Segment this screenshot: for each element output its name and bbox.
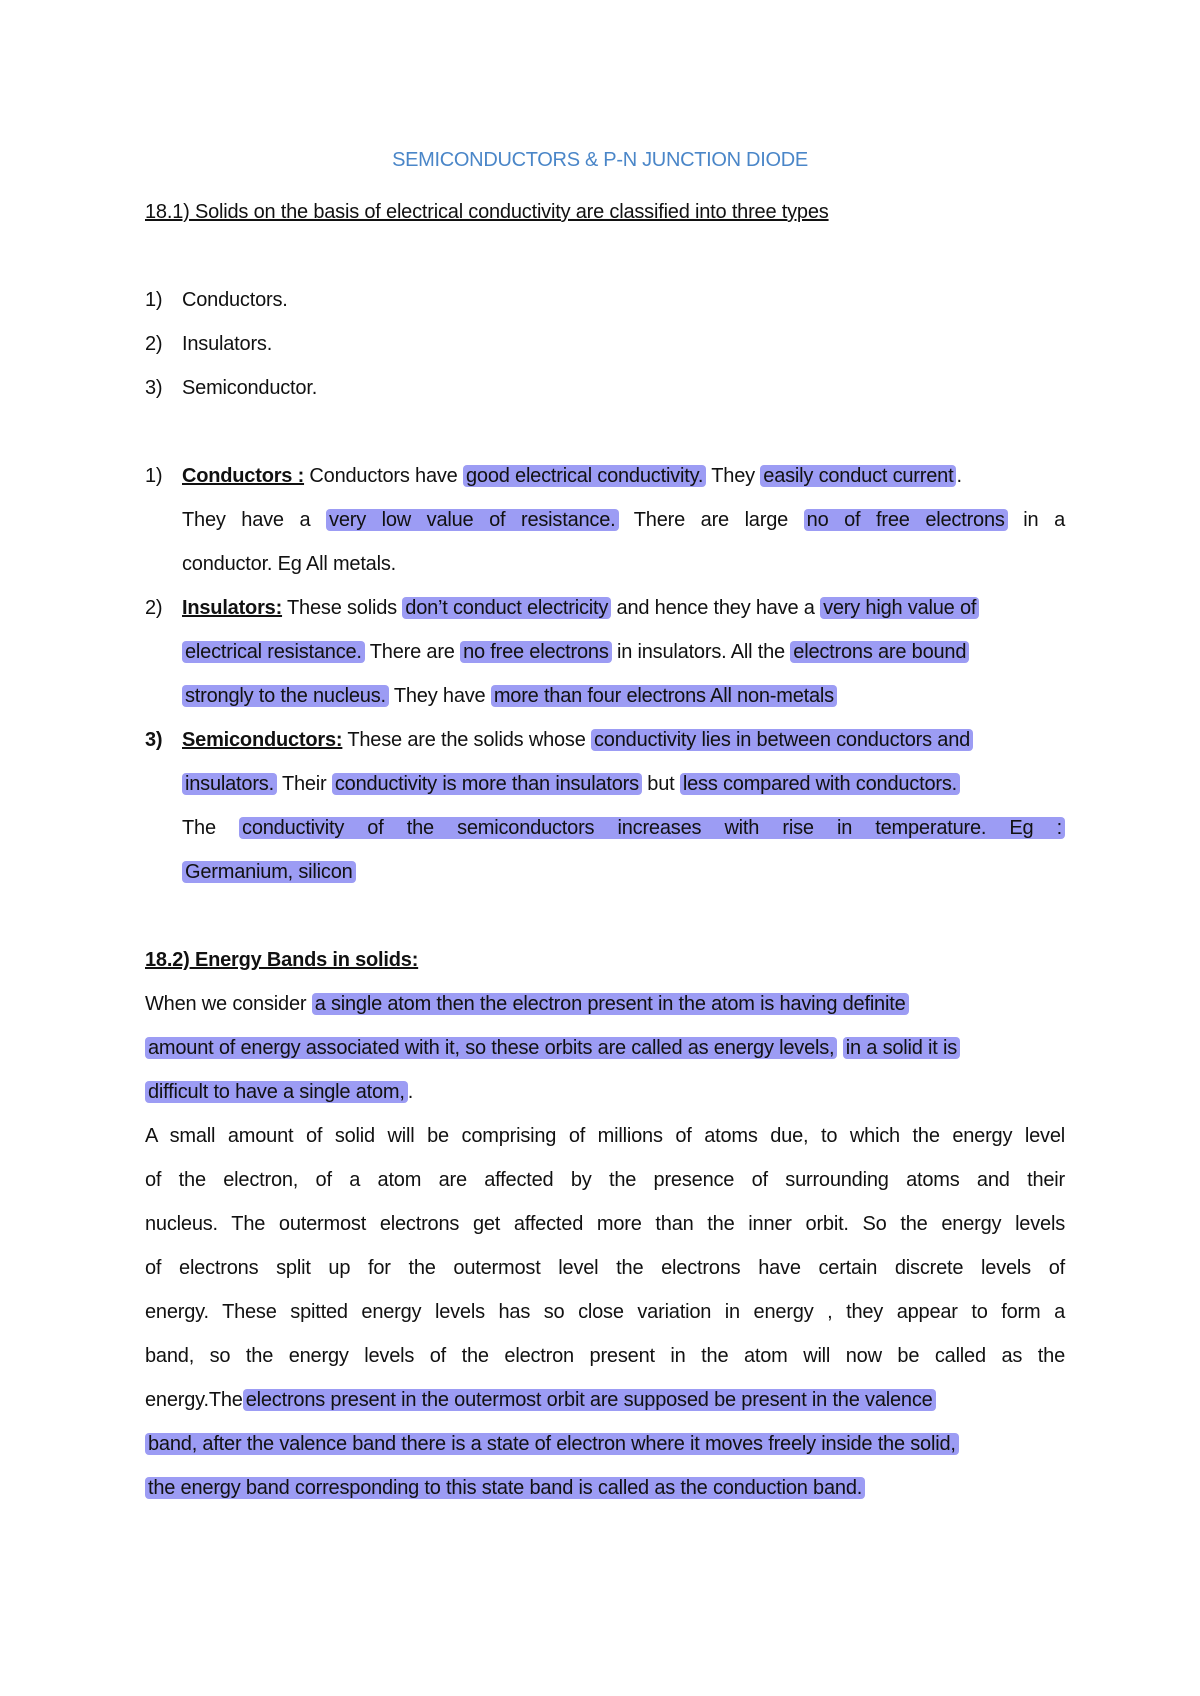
list-number: 3) [145,377,163,399]
energy-bands-p2-line-1: A small amount of solid will be comprising of millions of atoms due, to which the energy level [145,1125,1065,1147]
highlight: more than four electrons All non-metals [491,685,837,707]
text-run: conductor. Eg All metals. [182,553,397,575]
list-text: Insulators. [182,333,273,355]
highlight: conductivity is more than insulators [332,773,642,795]
energy-bands-p1-line-2 [145,1026,1065,1070]
list-text: Semiconductor. [182,377,318,399]
text-run: These are the solids whose [342,729,591,751]
list-item [145,278,1065,322]
highlight: no of free electrons [804,509,1008,531]
energy-bands-p2-line-7 [145,1378,1065,1422]
semiconductors-line-4 [145,850,1065,894]
highlight: don’t conduct electricity [402,597,611,619]
insulators-line-1 [145,586,1065,630]
text-run: There are large [618,509,804,531]
highlight: the energy band corresponding to this state band is called as the conduction band. [145,1477,865,1499]
text-run: They have a [182,509,327,531]
energy-bands-p2-line-3: nucleus. The outermost electrons get affected more than the inner orbit. So the energy levels [145,1213,1065,1235]
energy-bands-p2-line-2: of the electron, of a atom are affected by the presence of surrounding atoms and their [145,1169,1065,1191]
highlight: conductivity lies in between conductors and [591,729,973,751]
text-run: They [706,465,761,487]
text-run: Conductors have [304,465,463,487]
highlight: good electrical conductivity. [463,465,706,487]
conductors-line-1 [145,454,1065,498]
list-number: 3) [145,729,163,751]
semiconductors-line-1 [145,718,1065,762]
conductors-line-2 [145,498,1065,542]
text-run: They have [388,685,491,707]
highlight: very high value of [820,597,979,619]
spacer [145,234,1065,278]
energy-bands-p1-line-3 [145,1070,1065,1114]
list-number: 1) [145,289,163,311]
energy-bands-p2-line-8 [145,1422,1065,1466]
semiconductors-line-2 [145,762,1065,806]
energy-bands-p1-line-1 [145,982,1065,1026]
text-run: Their [276,773,332,795]
spacer [145,410,1065,454]
highlight: less compared with conductors. [680,773,960,795]
term-conductors: Conductors : [182,465,305,487]
text-run: but [641,773,680,795]
highlight: difficult to have a single atom, [145,1081,408,1103]
text-run: The [182,817,240,839]
document-body [145,190,1065,1510]
section-heading-18-1: 18.1) Solids on the basis of electrical conductivity are classified into three types [145,201,829,223]
list-number: 2) [145,333,163,355]
energy-bands-p2-line-5: energy. These spitted energy levels has so close variation in energy , they appear to form a [145,1301,1065,1323]
highlight: easily conduct current [760,465,956,487]
energy-bands-p2-line-6: band, so the energy levels of the electron present in the atom will now be called as the [145,1345,1065,1367]
text-run: There are [364,641,461,663]
energy-bands-p2-line-9 [145,1466,1065,1510]
text-run: and hence they have a [611,597,821,619]
text-run: . [956,465,962,487]
highlight: electrical resistance. [182,641,365,663]
highlight: Germanium, silicon [182,861,356,883]
energy-bands-p2-line-4: of electrons split up for the outermost level the electrons have certain discrete levels of [145,1257,1065,1279]
list-text: Conductors. [182,289,288,311]
list-number: 1) [145,465,163,487]
text-run: in a [1007,509,1066,531]
spacer [145,894,1065,938]
section-heading-18-2: 18.2) Energy Bands in solids: [145,949,419,971]
highlight: a single atom then the electron present in the atom is having definite [312,993,909,1015]
highlight: electrons present in the outermost orbit are supposed be present in the valence [243,1389,936,1411]
highlight: conductivity of the semiconductors increases with rise in temperature. Eg : [239,817,1065,839]
semiconductors-line-3 [145,806,1065,850]
conductors-line-3 [145,542,1065,586]
highlight: band, after the valence band there is a state of electron where it moves freely inside the solid, [145,1433,959,1455]
text-run: . [407,1081,414,1103]
document-title: SEMICONDUCTORS & P-N JUNCTION DIODE [392,149,808,171]
list-item [145,322,1065,366]
highlight: in a solid it is [843,1037,960,1059]
list-item [145,366,1065,410]
text-run: These solids [282,597,403,619]
highlight: very low value of resistance. [326,509,618,531]
highlight: electrons are bound [790,641,969,663]
list-number: 2) [145,597,163,619]
highlight: no free electrons [460,641,612,663]
term-semiconductors: Semiconductors: [182,729,343,751]
highlight: insulators. [182,773,277,795]
text-run: energy.The [145,1389,243,1411]
highlight: amount of energy associated with it, so these orbits are called as energy levels, [145,1037,837,1059]
text-run: in insulators. All the [611,641,791,663]
term-insulators: Insulators: [182,597,283,619]
insulators-line-2 [145,630,1065,674]
text-run: When we consider [145,993,312,1015]
insulators-line-3 [145,674,1065,718]
highlight: strongly to the nucleus. [182,685,389,707]
